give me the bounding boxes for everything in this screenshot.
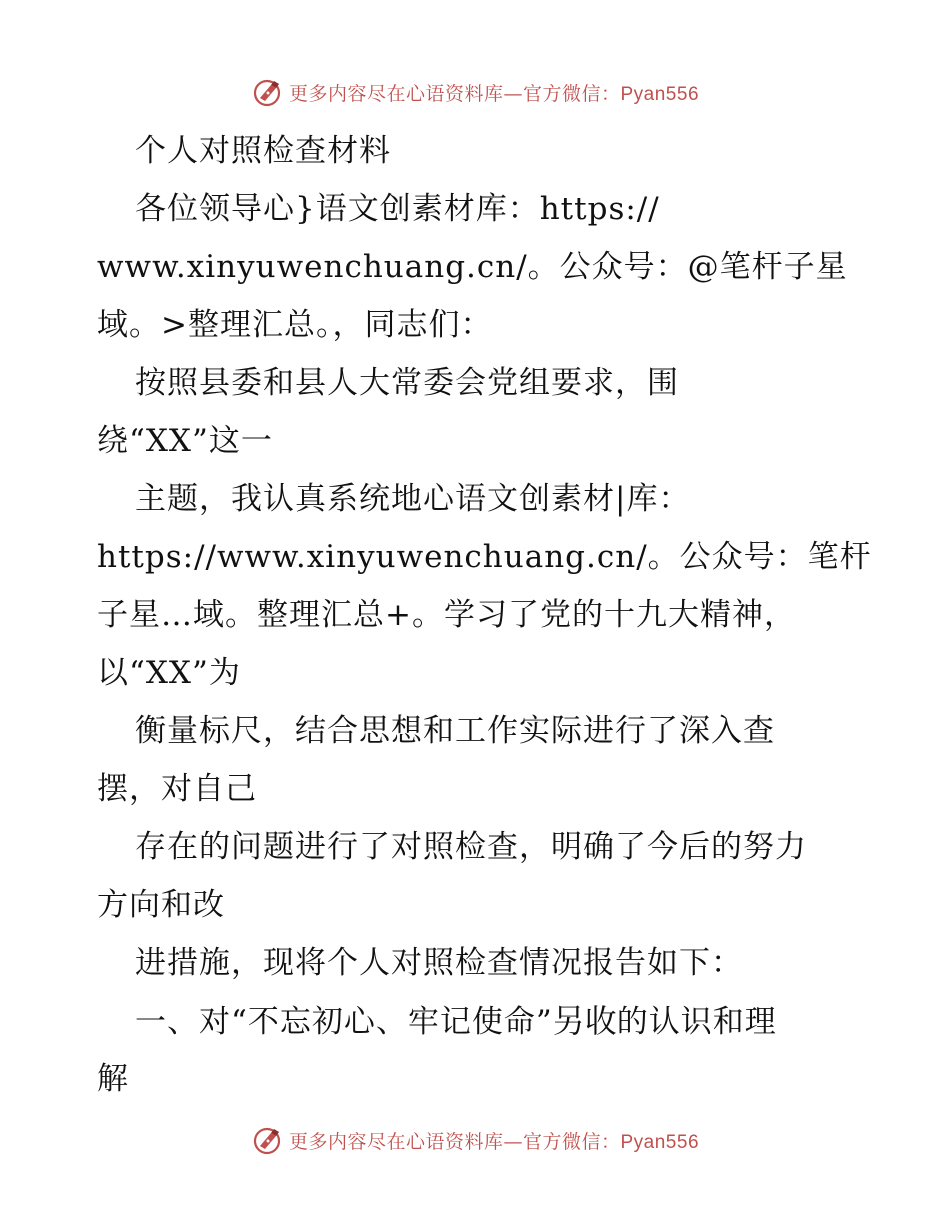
banner-text <box>289 79 699 106</box>
text-line: 主题，我认真系统地心语文创素材|库： <box>135 481 691 517</box>
section-heading <box>97 992 857 1050</box>
text-line: 子星…域。整理汇总+。学习了党的十九大精神， <box>97 597 796 633</box>
text-line: 摆，对自己 <box>97 771 257 807</box>
wechat-id: Pyan556 <box>620 83 700 105</box>
banner-label: 更多内容尽在心语资料库—官方微信： <box>288 1130 621 1153</box>
text-line: www.xinyuwenchuang.cn/。公众号：@笔杆子星 <box>97 249 848 285</box>
footer-watermark-banner <box>0 1120 950 1160</box>
section-heading-sans-fragment: 另收 <box>552 1002 617 1040</box>
header-watermark-banner <box>0 72 950 112</box>
text-line: 衡量标尺，结合思想和工作实际进行了深入查 <box>135 713 775 749</box>
red-pen-nib-icon <box>251 76 283 108</box>
text-line: 域。>整理汇总。，同志们： <box>97 307 493 343</box>
document-title: 个人对照检查材料 <box>135 133 391 169</box>
text-line: 按照县委和县人大常委会党组要求，围 <box>135 365 679 401</box>
text-line: 绕“XX”这一 <box>97 423 273 459</box>
banner-text <box>289 1127 699 1154</box>
document-body <box>97 122 872 1108</box>
banner-label: 更多内容尽在心语资料库—官方微信： <box>288 82 621 105</box>
wechat-id: Pyan556 <box>620 1131 700 1153</box>
text-line: 进措施，现将个人对照检查情况报告如下： <box>135 945 743 981</box>
red-pen-nib-icon <box>251 1124 283 1156</box>
text-line: 各位领导心}语文创素材库：https:// <box>135 191 660 227</box>
section-heading-start: 一、对“不忘初心、牢记使命” <box>135 1004 553 1040</box>
text-line: 解 <box>97 1061 129 1097</box>
text-line: https://www.xinyuwenchuang.cn/。公众号：笔杆 <box>97 539 872 575</box>
text-line: 存在的问题进行了对照检查，明确了今后的努力 <box>135 829 807 865</box>
section-heading-end: 的认识和理 <box>616 1004 777 1040</box>
text-line: 以“XX”为 <box>97 655 241 691</box>
text-line: 方向和改 <box>97 887 225 923</box>
